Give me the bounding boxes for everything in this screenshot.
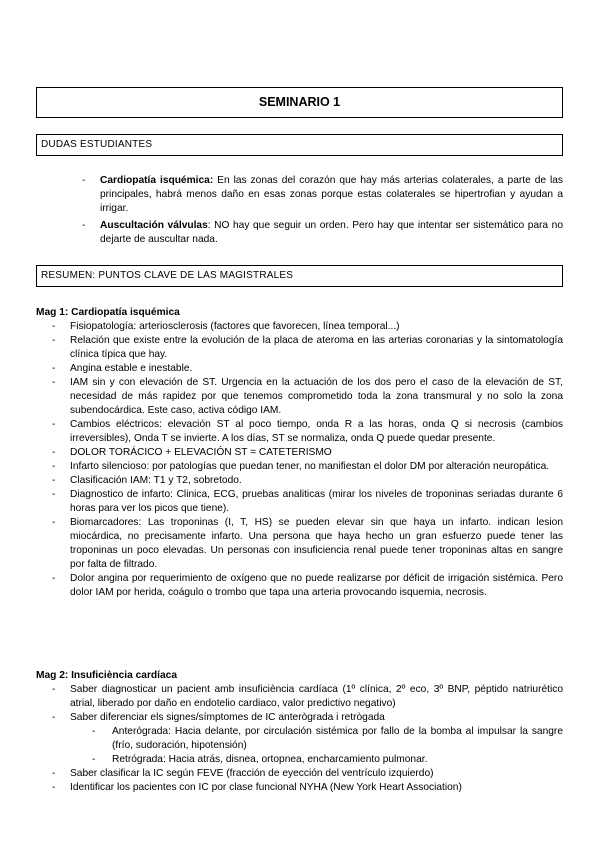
item-bold: Cardiopatía isquémica: bbox=[100, 175, 214, 186]
mag1-heading: Mag 1: Cardiopatía isquémica bbox=[36, 307, 180, 318]
list-item bbox=[36, 711, 563, 725]
list-item bbox=[36, 362, 563, 376]
bullet-dash: - bbox=[52, 475, 56, 486]
list-item bbox=[36, 418, 563, 446]
list-item bbox=[36, 174, 563, 216]
item-text: Dolor angina por requerimiento de oxígeno que no puede realizarse por déficit de irrigación sistémica. Pero dolor IAM por herida, coágulo o trombo que tapa una arteria provocando isquemia, necrosis. bbox=[70, 573, 563, 598]
item-text: Biomarcadores: Las troponinas (I, T, HS) se pueden elevar sin que haya un infarto. indican lesion miocárdica, no precisamente infarto. Una persona que haya hecho un gran esfuerzo puede tener las troponinas un poco elevadas. Un personas con insuficiencia renal puede tener troponinas altas en sangre por falta de filtrado. bbox=[70, 517, 563, 570]
list-item bbox=[36, 474, 563, 488]
bullet-dash: - bbox=[52, 489, 56, 500]
mag2-section bbox=[36, 669, 563, 795]
item-text: Relación que existe entre la evolución de la placa de ateroma en las arterias coronarias y la sintomatología clínica típica que hay. bbox=[70, 335, 563, 360]
list-item bbox=[36, 376, 563, 418]
item-text: Angina estable e inestable. bbox=[70, 363, 193, 374]
item-text: Infarto silencioso: por patologías que puedan tener, no manifiestan el dolor DM por alteración neuropática. bbox=[70, 461, 550, 472]
item-text: IAM sin y con elevación de ST. Urgencia en la actuación de los dos pero el caso de la elevación de ST, necesidad de más rapidez por que tenemos comprometido toda la zona transmural y no solo la zona subendocárdica. Este caso, activa código IAM. bbox=[70, 377, 563, 416]
bullet-dash: - bbox=[52, 419, 56, 430]
item-text: Identificar los pacientes con IC por clase funcional NYHA (New York Heart Association) bbox=[70, 782, 462, 793]
bullet-dash: - bbox=[52, 447, 56, 458]
mag1-section bbox=[36, 306, 563, 600]
list-item bbox=[36, 572, 563, 600]
bullet-dash: - bbox=[92, 754, 96, 765]
list-item bbox=[36, 516, 563, 572]
list-item bbox=[36, 781, 563, 795]
bullet-dash: - bbox=[92, 726, 96, 737]
bullet-dash: - bbox=[82, 220, 86, 231]
item-text: Anterógrada: Hacia delante, por circulación sistémica por fallo de la bomba al impulsar la sangre (frío, sudoración, hipotensión) bbox=[112, 726, 563, 751]
mag2-heading: Mag 2: Insuficiència cardíaca bbox=[36, 670, 177, 681]
bullet-dash: - bbox=[52, 712, 56, 723]
bullet-dash: - bbox=[52, 684, 56, 695]
item-text: Saber diagnosticar un pacient amb insuficiència cardíaca (1º clínica, 2º eco, 3º BNP, péptido natriurético atrial, liberado por daño en endotelio cardiaco, valor predictivo negativo) bbox=[70, 684, 563, 709]
bullet-dash: - bbox=[52, 335, 56, 346]
bullet-dash: - bbox=[52, 782, 56, 793]
item-bold: Auscultación válvulas bbox=[100, 220, 208, 231]
item-text: Retrógrada: Hacia atrás, disnea, ortopnea, encharcamiento pulmonar. bbox=[112, 754, 428, 765]
item-text: Clasificación IAM: T1 y T2, sobretodo. bbox=[70, 475, 242, 486]
bullet-dash: - bbox=[82, 175, 86, 186]
list-item bbox=[36, 446, 563, 460]
item-text: Cambios eléctricos: elevación ST al poco tiempo, onda R a las horas, onda Q si necrosis (cambios irreversibles), Onda T se invierte. A los días, ST se normaliza, onda Q puede quedar presente. bbox=[70, 419, 563, 444]
list-item bbox=[36, 683, 563, 711]
list-item bbox=[36, 219, 563, 247]
item-text: Fisiopatología: arteriosclerosis (factores que favorecen, línea temporal...) bbox=[70, 321, 400, 332]
item-text: Diagnostico de infarto: Clinica, ECG, pruebas analiticas (mirar los niveles de troponinas seriadas durante 6 horas para ver los picos que tiene). bbox=[70, 489, 563, 514]
bullet-dash: - bbox=[52, 363, 56, 374]
list-item bbox=[36, 460, 563, 474]
item-text: Saber clasificar la IC según FEVE (fracción de eyección del ventrículo izquierdo) bbox=[70, 768, 434, 779]
bullet-dash: - bbox=[52, 377, 56, 388]
item-text: En las zonas del corazón que hay más arterias colaterales, a parte de las principales, habrá menos daño en esas zonas porque estas colaterales se hipertrofian y ayudan a irrigar. bbox=[100, 175, 564, 214]
list-item bbox=[36, 767, 563, 781]
dudas-heading: DUDAS ESTUDIANTES bbox=[36, 134, 563, 156]
sub-list-item bbox=[36, 725, 563, 753]
resumen-heading: RESUMEN: PUNTOS CLAVE DE LAS MAGISTRALES bbox=[36, 265, 563, 287]
sub-list-item bbox=[36, 753, 563, 767]
bullet-dash: - bbox=[52, 573, 56, 584]
dudas-list bbox=[36, 174, 563, 247]
item-text: : NO hay que seguir un orden. Pero hay que intentar ser sistemático para no dejarte de auscultar nada. bbox=[100, 220, 563, 245]
bullet-dash: - bbox=[52, 517, 56, 528]
bullet-dash: - bbox=[52, 461, 56, 472]
bullet-dash: - bbox=[52, 321, 56, 332]
list-item bbox=[36, 488, 563, 516]
list-item bbox=[36, 334, 563, 362]
page-title: SEMINARIO 1 bbox=[36, 87, 563, 118]
bullet-dash: - bbox=[52, 768, 56, 779]
list-item bbox=[36, 320, 563, 334]
item-text: Saber diferenciar els signes/símptomes de IC anterògrada i retrògada bbox=[70, 712, 385, 723]
item-text: DOLOR TORÁCICO + ELEVACIÓN ST = CATETERISMO bbox=[70, 447, 332, 458]
